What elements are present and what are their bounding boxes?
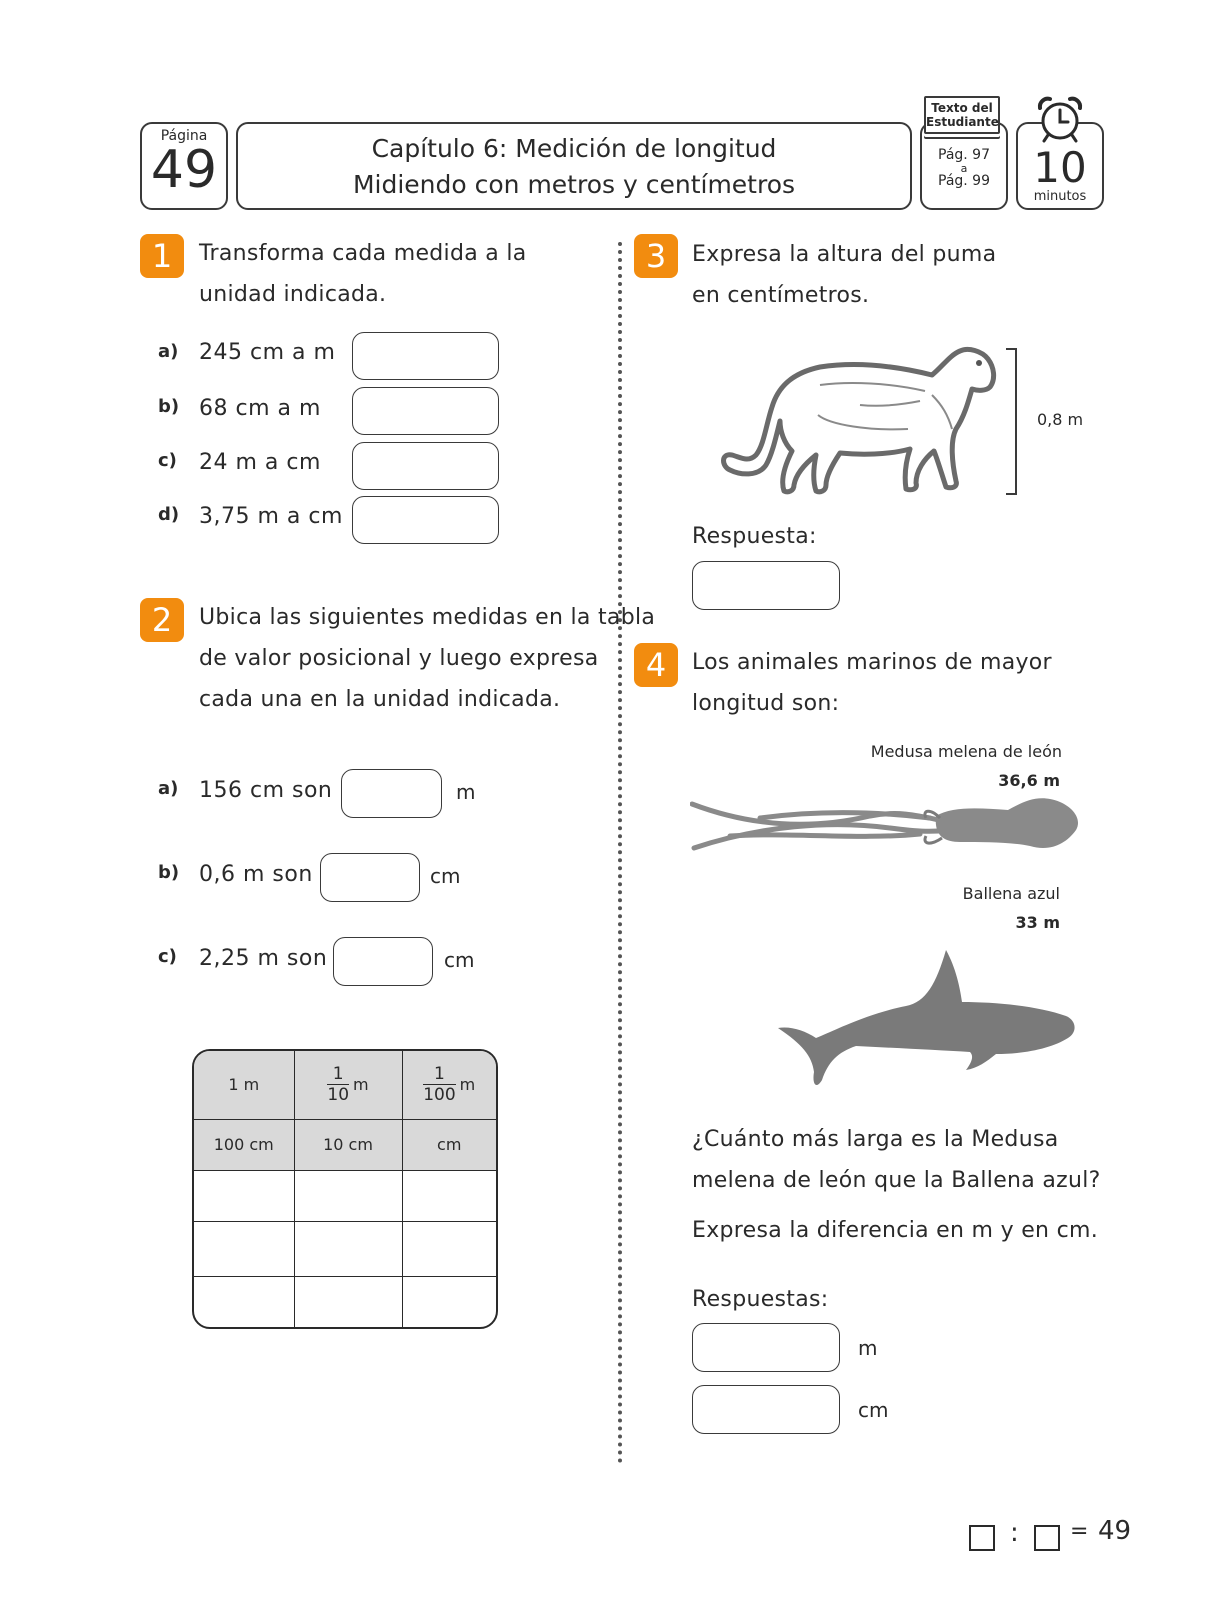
height-bracket xyxy=(1004,347,1020,497)
q1-d-text: 3,75 m a cm xyxy=(199,504,343,529)
textbook-book-icon xyxy=(924,96,1000,134)
q1-a-label: a) xyxy=(158,341,179,362)
question-4-prompt-line3: Expresa la diferencia en m y en cm. xyxy=(692,1218,1098,1243)
footer-colon: : xyxy=(1010,1518,1019,1548)
q4-answer-label: Respuestas: xyxy=(692,1287,829,1312)
pages-sep: a xyxy=(960,162,968,175)
pv-cell[interactable] xyxy=(294,1221,402,1276)
question-2-badge: 2 xyxy=(140,598,184,642)
animal1-name: Medusa melena de león xyxy=(870,742,1062,761)
pv-hundredth-num: 1 xyxy=(423,1064,455,1085)
q2-c-text: 2,25 m son xyxy=(199,946,328,971)
pv-cell[interactable] xyxy=(194,1170,294,1221)
q1-c-label: c) xyxy=(158,450,177,471)
question-3-line1: Expresa la altura del puma xyxy=(692,242,997,267)
question-4-prompt-line1: ¿Cuánto más larga es la Medusa xyxy=(692,1127,1059,1152)
time-value: 10 xyxy=(1033,143,1087,192)
pv-tenth-unit: m xyxy=(353,1075,369,1095)
pv-hundredth-den: 100 xyxy=(423,1085,456,1106)
pv-head-meter: 1 m xyxy=(194,1051,294,1119)
question-3-badge: 3 xyxy=(634,234,678,278)
puma-height-label: 0,8 m xyxy=(1037,410,1084,429)
pv-tenth-den: 10 xyxy=(327,1085,350,1106)
q1-a-text: 245 cm a m xyxy=(199,340,336,365)
question-4-line2: longitud son: xyxy=(692,691,840,716)
page-number-box xyxy=(140,122,228,210)
pv-hundredth-unit: m xyxy=(459,1075,476,1095)
textbook-tag: Texto del Estudiante xyxy=(926,101,999,129)
pv-head-cm: cm xyxy=(402,1119,496,1170)
q4-answer-cm-input[interactable] xyxy=(692,1385,840,1434)
page-number: 49 xyxy=(150,140,218,200)
q1-c-text: 24 m a cm xyxy=(199,450,321,475)
jellyfish-illustration xyxy=(690,796,1082,862)
q2-b-answer-input[interactable] xyxy=(320,853,420,902)
footer-page: 49 xyxy=(1098,1516,1132,1546)
pages-from: Pág. 97 xyxy=(938,147,990,163)
question-1-text xyxy=(199,233,527,315)
puma-illustration xyxy=(720,345,1020,503)
question-1-line1: Transforma cada medida a la xyxy=(199,241,527,266)
pv-head-10cm: 10 cm xyxy=(294,1119,402,1170)
q3-answer-input[interactable] xyxy=(692,561,840,610)
pv-tenth-num: 1 xyxy=(327,1064,349,1085)
q2-b-unit: cm xyxy=(430,864,461,888)
question-4-line1: Los animales marinos de mayor xyxy=(692,650,1052,675)
textbook-pages xyxy=(920,148,1008,189)
pv-cell[interactable] xyxy=(402,1170,496,1221)
q1-b-answer-input[interactable] xyxy=(352,387,499,435)
q1-a-answer-input[interactable] xyxy=(352,332,499,380)
q2-c-answer-input[interactable] xyxy=(333,937,433,986)
question-1-line2: unidad indicada. xyxy=(199,282,387,307)
chapter-title: Capítulo 6: Medición de longitud xyxy=(371,134,777,163)
q2-a-text: 156 cm son xyxy=(199,778,333,803)
q1-b-label: b) xyxy=(158,396,180,417)
q2-a-label: a) xyxy=(158,778,179,799)
question-1-badge: 1 xyxy=(140,234,184,278)
footer-score-box-2[interactable] xyxy=(1034,1525,1060,1551)
pv-cell[interactable] xyxy=(402,1221,496,1276)
pv-cell[interactable] xyxy=(194,1276,294,1329)
pv-head-tenth xyxy=(294,1051,402,1119)
q2-b-label: b) xyxy=(158,862,180,883)
q4-unit-m: m xyxy=(858,1336,878,1360)
place-value-table xyxy=(192,1049,498,1329)
page-label: Página xyxy=(160,128,208,144)
pv-head-100cm: 100 cm xyxy=(194,1119,294,1170)
q2-b-text: 0,6 m son xyxy=(199,862,313,887)
q1-d-answer-input[interactable] xyxy=(352,496,499,544)
footer-equals: = xyxy=(1070,1519,1089,1544)
q2-a-answer-input[interactable] xyxy=(341,769,442,818)
whale-illustration xyxy=(776,944,1078,1092)
animal1-length: 36,6 m xyxy=(998,771,1060,790)
question-4-text xyxy=(692,642,1052,724)
q3-answer-label: Respuesta: xyxy=(692,524,817,549)
alarm-clock-icon xyxy=(1034,94,1086,144)
q1-d-label: d) xyxy=(158,504,180,525)
time-unit: minutos xyxy=(1033,189,1087,204)
question-4-badge: 4 xyxy=(634,643,678,687)
q4-unit-cm: cm xyxy=(858,1398,889,1422)
q2-a-unit: m xyxy=(456,780,476,804)
pv-cell[interactable] xyxy=(294,1276,402,1329)
footer-score-box-1[interactable] xyxy=(969,1525,995,1551)
chapter-title-box xyxy=(236,122,912,210)
pv-cell[interactable] xyxy=(402,1276,496,1329)
q1-c-answer-input[interactable] xyxy=(352,442,499,490)
question-4-prompt xyxy=(692,1119,1101,1201)
lesson-title: Midiendo con metros y centímetros xyxy=(352,170,796,199)
question-2-line2: de valor posicional y luego expresa xyxy=(199,646,599,671)
question-2-line3: cada una en la unidad indicada. xyxy=(199,687,561,712)
column-divider xyxy=(618,242,622,1464)
q2-c-label: c) xyxy=(158,946,177,967)
q2-c-unit: cm xyxy=(444,948,475,972)
pv-cell[interactable] xyxy=(194,1221,294,1276)
pv-head-hundredth xyxy=(402,1051,496,1119)
animal2-length: 33 m xyxy=(1015,913,1060,932)
question-2-line1: Ubica las siguientes medidas en la tabla xyxy=(199,605,656,630)
q1-b-text: 68 cm a m xyxy=(199,396,321,421)
pages-to: Pág. 99 xyxy=(938,173,990,189)
question-3-text xyxy=(692,234,996,316)
q4-answer-m-input[interactable] xyxy=(692,1323,840,1372)
question-4-prompt-line2: melena de león que la Ballena azul? xyxy=(692,1168,1101,1193)
question-2-text xyxy=(199,597,655,720)
animal2-name: Ballena azul xyxy=(962,884,1060,903)
pv-cell[interactable] xyxy=(294,1170,402,1221)
question-3-line2: en centímetros. xyxy=(692,283,870,308)
